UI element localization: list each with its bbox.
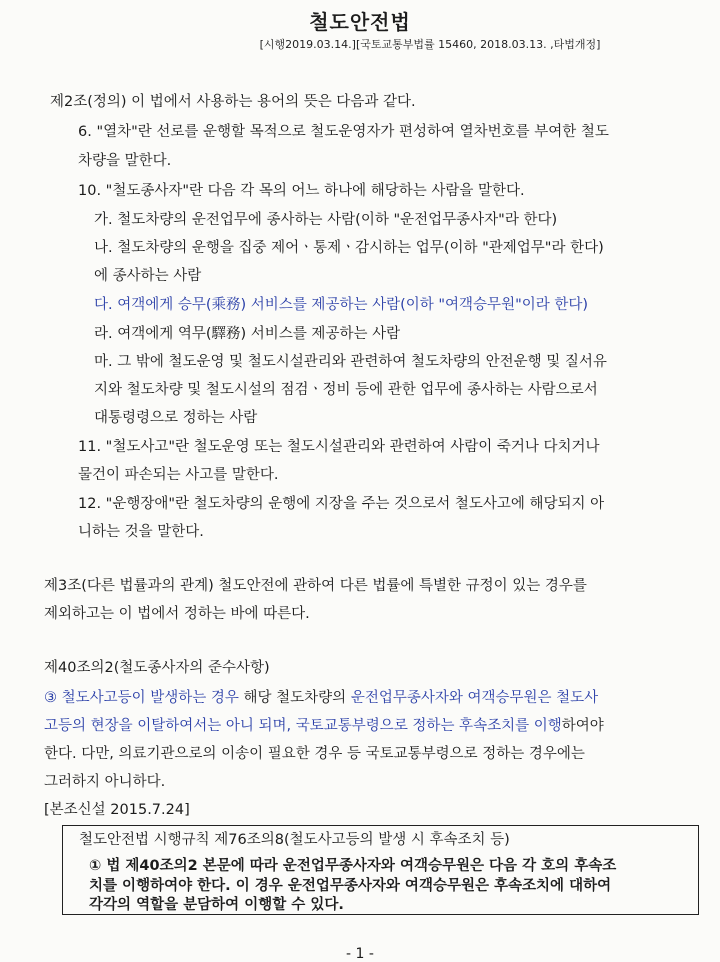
article3-line2: 제외하고는 이 법에서 정하는 바에 따른다.	[44, 606, 310, 622]
page-number: - 1 -	[346, 946, 374, 962]
item12-line1: 12. "운행장애"란 철도차량의 운행에 지장을 주는 것으로서 철도사고에 해당되지 아	[78, 496, 605, 512]
item10-na-line1: 나. 철도차량의 운행을 집중 제어ㆍ통제ㆍ감시하는 업무(이하 "관제업무"라 한다)	[94, 240, 604, 256]
regulation-line1: ① 법 제40조의2 본문에 따라 운전업무종사자와 여객승무원은 다음 각 호의 후속조	[89, 858, 617, 874]
article2-heading: 제2조(정의) 이 법에서 사용하는 용어의 뜻은 다음과 같다.	[50, 94, 416, 110]
item10-ga: 가. 철도차량의 운전업무에 종사하는 사람(이하 "운전업무종사자"라 한다)	[94, 212, 558, 228]
item10-ma-line1: 마. 그 밖에 철도운영 및 철도시설관리와 관련하여 철도차량의 안전운행 및 질서유	[94, 354, 607, 370]
document-title: 철도안전법	[309, 10, 411, 34]
article40-line2	[44, 716, 604, 736]
item6-line1: 6. "열차"란 선로를 운행할 목적으로 철도운영자가 편성하여 열차번호를 부여한 철도	[78, 124, 609, 140]
item10-da: 다. 여객에게 승무(乘務) 서비스를 제공하는 사람(이하 "여객승무원"이라 한다)	[94, 297, 589, 313]
article40-line3: 한다. 다만, 의료기관으로의 이송이 필요한 경우 등 국토교통부령으로 정하는 경우에는	[44, 746, 585, 762]
item10-ra: 라. 여객에게 역무(驛務) 서비스를 제공하는 사람	[94, 326, 401, 342]
article3-line1: 제3조(다른 법률과의 관계) 철도안전에 관하여 다른 법률에 특별한 규정이 있는 경우를	[44, 578, 587, 594]
article40-line4: 그러하지 아니하다.	[44, 774, 166, 790]
item11-line1: 11. "철도사고"란 철도운영 또는 철도시설관리와 관련하여 사람이 죽거나 다치거나	[78, 439, 600, 455]
item10: 10. "철도종사자"란 다음 각 목의 어느 하나에 해당하는 사람을 말한다.	[78, 183, 525, 199]
item11-line2: 물건이 파손되는 사고를 말한다.	[78, 467, 279, 483]
article40-heading: 제40조의2(철도종사자의 준수사항)	[44, 660, 270, 676]
article40-line1-part-c: 운전업무종사자와 여객승무원은 철도사	[350, 690, 599, 706]
regulation-box	[62, 825, 699, 915]
regulation-line2: 치를 이행하여야 한다. 이 경우 운전업무종사자와 여객승무원은 후속조치에 대하여	[89, 878, 612, 894]
article40-line2-part-a: 고등의 현장을 이탈하여서는 아니 되며, 국토교통부령으로 정하는 후속조치를 이행	[44, 718, 562, 734]
item10-ma-line3: 대통령령으로 정하는 사람	[94, 410, 258, 426]
document-subtitle: [시행2019.03.14.][국토교통부법률 15460, 2018.03.13. ,타법개정]	[259, 38, 601, 51]
item10-na-line2: 에 종사하는 사람	[94, 268, 202, 284]
article40-note: [본조신설 2015.7.24]	[44, 802, 190, 818]
regulation-line3: 각각의 역할을 분담하여 이행할 수 있다.	[89, 897, 344, 913]
article40-line1-part-b: 해당 철도차량의	[243, 690, 347, 706]
article40-line2-part-b: 하여야	[561, 718, 604, 734]
item10-ma-line2: 지와 철도차량 및 철도시설의 점검ㆍ정비 등에 관한 업무에 종사하는 사람으로서	[94, 382, 598, 398]
article40-line1-part-a: ③ 철도사고등이 발생하는 경우	[44, 690, 239, 706]
item12-line2: 니하는 것을 말한다.	[78, 524, 204, 540]
article40-line1	[44, 688, 598, 708]
item6-line2: 차량을 말한다.	[78, 153, 172, 169]
regulation-title: 철도안전법 시행규칙 제76조의8(철도사고등의 발생 시 후속조치 등)	[79, 832, 510, 848]
